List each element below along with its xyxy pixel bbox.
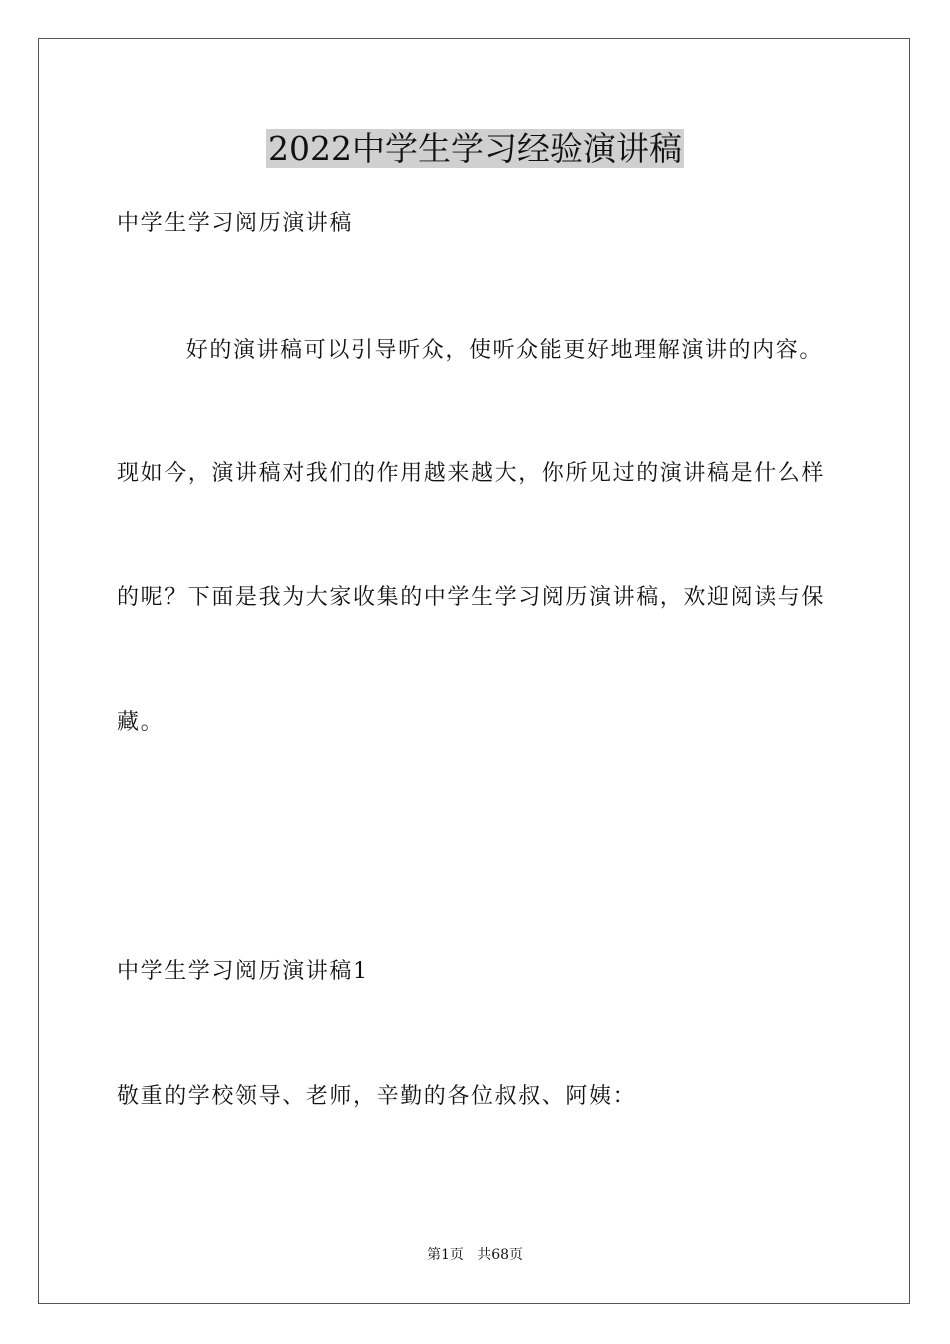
section-heading: 中学生学习阅历演讲稿1 xyxy=(117,959,369,984)
paragraph-line: 好的演讲稿可以引导听众，使听众能更好地理解演讲的内容。 xyxy=(117,338,823,363)
paragraph-line: 现如今，演讲稿对我们的作用越来越大，你所见过的演讲稿是什么样 xyxy=(117,461,826,486)
salutation-line: 敬重的学校领导、老师，辛勤的各位叔叔、阿姨： xyxy=(117,1084,637,1109)
paragraph-line: 的呢？下面是我为大家收集的中学生学习阅历演讲稿，欢迎阅读与保 xyxy=(117,585,826,610)
document-title-text: 2022中学生学习经验演讲稿 xyxy=(268,129,682,168)
page-footer: 第1页 共68页 xyxy=(426,1247,524,1263)
subtitle-line: 中学生学习阅历演讲稿 xyxy=(117,211,354,236)
paragraph-line: 藏。 xyxy=(117,710,165,735)
document-title xyxy=(0,128,950,170)
